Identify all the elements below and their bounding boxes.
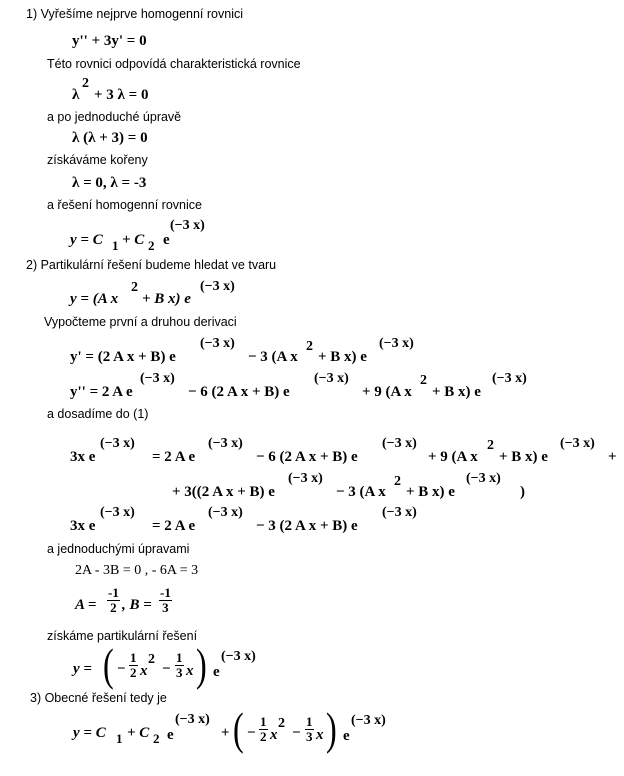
subst-line1-exp2: (−3 x): [208, 436, 243, 451]
subst-line3-c: − 3 (2 A x + B) e: [256, 518, 358, 534]
coef-a-denominator: 2: [107, 600, 120, 614]
coef-a-fraction: [107, 586, 120, 614]
coef-a-numerator: -1: [108, 585, 119, 600]
hom-sol-plus-c: + C: [122, 232, 145, 248]
subst-line2-b: − 3 (A x: [336, 484, 386, 500]
general-left-paren: (: [233, 703, 244, 754]
subst-line1-d: + 9 (A x: [428, 449, 478, 465]
subst-line1-b: = 2 A e: [152, 449, 196, 465]
first-derivative-c: + B x) e: [318, 349, 367, 365]
subst-line3-b: = 2 A e: [152, 518, 196, 534]
linear-system: 2A - 3B = 0 , - 6A = 3: [75, 563, 199, 578]
general-e1: e: [167, 727, 174, 743]
first-derivative-exp2: (−3 x): [379, 336, 414, 351]
subst-line1-a: 3x e: [70, 449, 96, 465]
general-sub2: 2: [153, 731, 160, 746]
second-derivative-power: 2: [420, 373, 427, 388]
coef-b-label: , B =: [122, 597, 152, 613]
substitute-text: a dosadíme do (1): [47, 407, 149, 421]
second-derivative-c: + 9 (A x: [362, 384, 412, 400]
subst-line2-c: + B x) e: [406, 484, 455, 500]
particular-exponent: (−3 x): [221, 649, 256, 664]
section-2-title: 2) Partikulární řešení budeme hledat ve tvaru: [26, 258, 277, 272]
factored-equation: λ (λ + 3) = 0: [72, 130, 148, 146]
particular-e: e: [213, 664, 220, 680]
particular-left-paren: (: [103, 639, 114, 690]
char-eq-lambda: λ: [72, 87, 80, 103]
subst-line2-power: 2: [394, 474, 401, 489]
roots-text: získáváme kořeny: [47, 153, 148, 167]
coef-a-label: A =: [75, 597, 97, 613]
coef-b-denominator: 3: [159, 600, 172, 614]
homogeneous-equation: y'' + 3y' = 0: [72, 33, 147, 49]
particular-x2: x: [140, 663, 148, 679]
particular-solution-text: získáme partikulární řešení: [47, 629, 198, 643]
subst-line1-c: − 6 (2 A x + B) e: [256, 449, 358, 465]
section-1-title: 1) Vyřešíme nejprve homogenní rovnici: [26, 7, 243, 21]
particular-x2-power: 2: [148, 652, 155, 667]
hom-sol-sub2: 2: [148, 238, 155, 253]
trial-sol-power: 2: [131, 280, 138, 295]
second-derivative-d: + B x) e: [432, 384, 481, 400]
second-derivative-a: y'' = 2 A e: [70, 384, 133, 400]
particular-right-paren: ): [196, 639, 207, 690]
general-e2: e: [343, 728, 350, 744]
general-half: [259, 715, 268, 743]
characteristic-eq-text: Této rovnici odpovídá charakteristická rovnice: [47, 57, 301, 71]
section-3-title: 3) Obecné řešení tedy je: [30, 691, 167, 705]
general-third: [305, 715, 314, 743]
subst-line3-exp1: (−3 x): [100, 505, 135, 520]
first-derivative-b: − 3 (A x: [248, 349, 298, 365]
general-minus: −: [247, 725, 256, 741]
second-derivative-exp3: (−3 x): [492, 371, 527, 386]
general-x: x: [316, 727, 324, 743]
second-derivative-exp1: (−3 x): [140, 371, 175, 386]
first-derivative-power: 2: [306, 339, 313, 354]
subst-line2-d: ): [520, 484, 525, 500]
derivatives-text: Vypočteme první a druhou derivaci: [44, 315, 237, 329]
half-numerator: 1: [130, 650, 137, 665]
particular-minus: −: [117, 661, 126, 677]
homogeneous-solution-text: a řešení homogenní rovnice: [47, 198, 202, 212]
general-plus: +: [221, 725, 230, 741]
simple-steps-text: a jednoduchými úpravami: [47, 542, 190, 556]
subst-line2-exp2: (−3 x): [466, 471, 501, 486]
trial-sol-b: + B x) e: [142, 291, 191, 307]
hom-sol-sub1: 1: [112, 238, 119, 253]
particular-minus-2: −: [162, 661, 171, 677]
general-exp2: (−3 x): [351, 713, 386, 728]
first-derivative-a: y' = (2 A x + B) e: [70, 349, 176, 365]
subst-line1-power: 2: [487, 438, 494, 453]
general-right-paren: ): [326, 703, 337, 754]
general-y-c: y = C: [73, 725, 106, 741]
subst-line3-a: 3x e: [70, 518, 96, 534]
subst-line1-exp1: (−3 x): [100, 436, 135, 451]
subst-line2-exp1: (−3 x): [288, 471, 323, 486]
particular-half: [129, 651, 138, 679]
general-x2-power: 2: [278, 716, 285, 731]
third-numerator: 1: [176, 650, 183, 665]
hom-sol-e: e: [163, 232, 170, 248]
coef-b-fraction: [159, 586, 172, 614]
third-denominator: 3: [176, 665, 183, 680]
hom-sol-y-c: y = C: [70, 232, 103, 248]
subst-line3-exp3: (−3 x): [382, 505, 417, 520]
particular-x: x: [186, 663, 194, 679]
subst-line1-exp3: (−3 x): [382, 436, 417, 451]
general-exp1: (−3 x): [175, 712, 210, 727]
general-plus-c: + C: [127, 725, 150, 741]
general-third-denominator: 3: [306, 729, 313, 744]
hom-sol-exponent: (−3 x): [170, 218, 205, 233]
char-eq-power: 2: [82, 76, 89, 91]
simplification-text: a po jednoduché úpravě: [47, 110, 182, 124]
general-minus-2: −: [292, 725, 301, 741]
subst-line1-f: +: [608, 449, 617, 465]
general-sub1: 1: [116, 731, 123, 746]
subst-line1-exp4: (−3 x): [560, 436, 595, 451]
trial-sol-a: y = (A x: [70, 291, 119, 307]
second-derivative-b: − 6 (2 A x + B) e: [188, 384, 290, 400]
roots-equation: λ = 0, λ = -3: [72, 175, 147, 191]
general-half-numerator: 1: [260, 714, 267, 729]
second-derivative-exp2: (−3 x): [314, 371, 349, 386]
particular-third: [175, 651, 184, 679]
general-half-denominator: 2: [260, 729, 267, 744]
general-x2: x: [270, 727, 278, 743]
particular-y: y =: [73, 661, 92, 677]
subst-line2-a: + 3((2 A x + B) e: [172, 484, 275, 500]
half-denominator: 2: [130, 665, 137, 680]
char-eq-rest: + 3 λ = 0: [94, 87, 149, 103]
general-third-numerator: 1: [306, 714, 313, 729]
first-derivative-exp1: (−3 x): [200, 336, 235, 351]
coef-b-numerator: -1: [160, 585, 171, 600]
subst-line1-e: + B x) e: [499, 449, 548, 465]
trial-sol-exponent: (−3 x): [200, 279, 235, 294]
subst-line3-exp2: (−3 x): [208, 505, 243, 520]
